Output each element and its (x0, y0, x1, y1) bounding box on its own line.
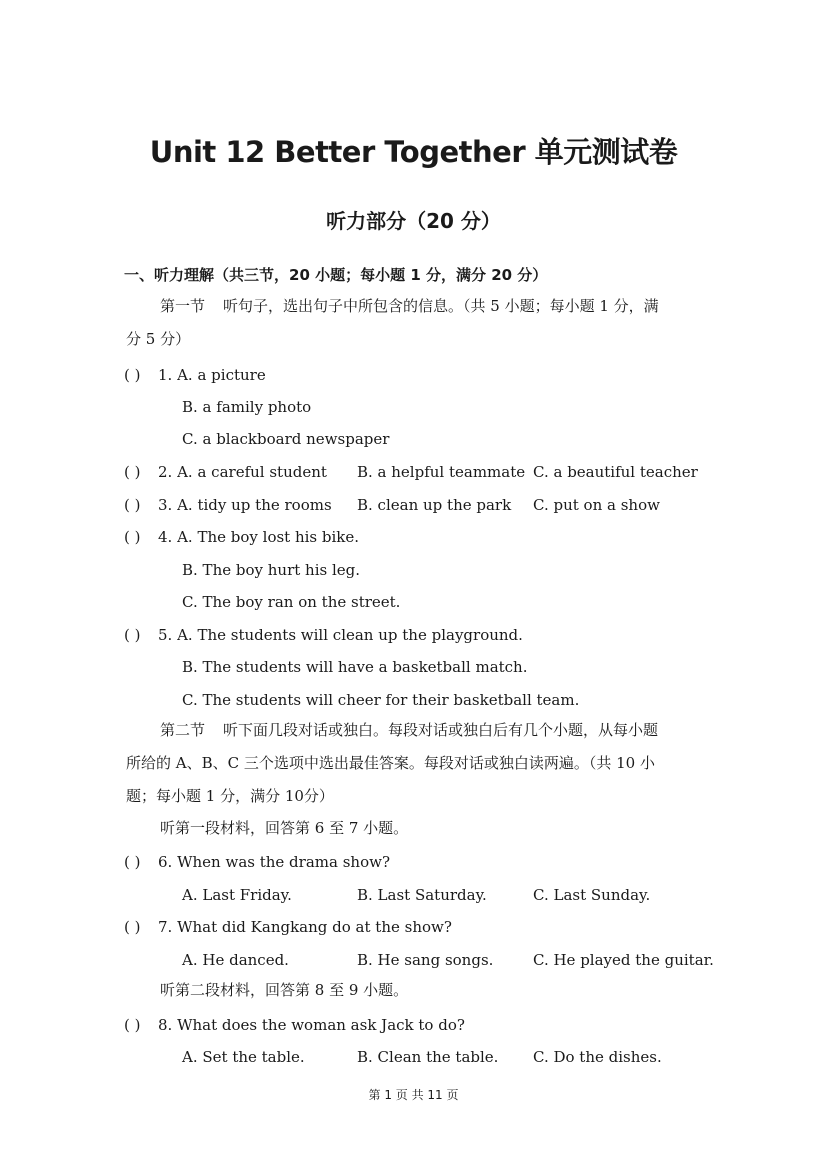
answer-blank[interactable]: ( ) (124, 853, 141, 871)
option-c: C. The students will cheer for their basketball team. (182, 691, 580, 709)
question-7 (124, 917, 452, 937)
part2-text: 听下面几段对话或独白。每段对话或独白后有几个小题，从每小题 (223, 721, 659, 739)
part1-instructions (126, 290, 706, 356)
option-a: A. a careful student (177, 463, 327, 481)
part2-text-cont2: 题；每小题 1 分，满分 10分） (126, 787, 334, 805)
answer-blank[interactable]: ( ) (124, 626, 141, 644)
option-b: B. The students will have a basketball match. (182, 658, 528, 676)
section-subtitle: 听力部分（20 分） (326, 209, 501, 233)
question-number: 7. (158, 918, 173, 936)
option-c: C. Do the dishes. (533, 1048, 662, 1066)
option-b: B. clean up the park (357, 496, 512, 514)
option-b: B. Last Saturday. (357, 886, 487, 904)
option-a: A. tidy up the rooms (177, 496, 332, 514)
material-2-instruction (126, 974, 706, 1007)
option-a: A. Set the table. (182, 1048, 305, 1066)
question-stem: What did Kangkang do at the show? (177, 918, 452, 936)
question-stem: What does the woman ask Jack to do? (177, 1016, 465, 1034)
option-b: B. Clean the table. (357, 1048, 499, 1066)
option-c: C. put on a show (533, 496, 660, 514)
question-number: 2. (158, 463, 173, 481)
material-1-text: 听第一段材料，回答第 6 至 7 小题。 (160, 819, 409, 837)
option-a: A. The students will clean up the playground. (177, 626, 523, 644)
answer-blank[interactable]: ( ) (124, 528, 141, 546)
option-a: A. Last Friday. (182, 886, 292, 904)
option-c: C. The boy ran on the street. (182, 593, 401, 611)
question-stem: When was the drama show? (177, 853, 390, 871)
section-header: 一、听力理解（共三节，20 小题；每小题 1 分，满分 20 分） (124, 266, 548, 284)
answer-blank[interactable]: ( ) (124, 918, 141, 936)
material-2-text: 听第二段材料，回答第 8 至 9 小题。 (160, 981, 409, 999)
answer-blank[interactable]: ( ) (124, 366, 141, 384)
material-1-instruction (126, 812, 706, 845)
question-number: 6. (158, 853, 173, 871)
answer-blank[interactable]: ( ) (124, 1016, 141, 1034)
answer-blank[interactable]: ( ) (124, 463, 141, 481)
question-8 (124, 1015, 465, 1035)
question-number: 4. (158, 528, 173, 546)
question-5 (124, 625, 523, 645)
page-footer: 第 1 页 共 11 页 (368, 1088, 459, 1102)
question-number: 8. (158, 1016, 173, 1034)
question-number: 1. (158, 366, 173, 384)
part1-text-cont: 分 5 分） (126, 330, 191, 348)
option-c: C. Last Sunday. (533, 886, 651, 904)
option-c: C. He played the guitar. (533, 951, 714, 969)
option-c: C. a beautiful teacher (533, 463, 698, 481)
part1-text: 听句子，选出句子中所包含的信息。（共 5 小题；每小题 1 分，满 (223, 297, 659, 315)
question-number: 5. (158, 626, 173, 644)
part2-label: 第二节 (160, 721, 206, 739)
question-4 (124, 527, 359, 547)
option-b: B. The boy hurt his leg. (182, 561, 361, 579)
option-b: B. a helpful teammate (357, 463, 526, 481)
answer-blank[interactable]: ( ) (124, 496, 141, 514)
option-b: B. He sang songs. (357, 951, 494, 969)
page-title: Unit 12 Better Together 单元测试卷 (149, 135, 678, 169)
question-number: 3. (158, 496, 173, 514)
question-6 (124, 852, 390, 872)
part2-text-cont: 所给的 A、B、C 三个选项中选出最佳答案。每段对话或独白读两遍。（共 10 小 (126, 754, 655, 772)
option-c: C. a blackboard newspaper (182, 430, 390, 448)
part2-instructions (126, 714, 706, 813)
option-a: A. He danced. (182, 951, 289, 969)
option-b: B. a family photo (182, 398, 312, 416)
part1-label: 第一节 (160, 297, 206, 315)
question-1 (124, 365, 266, 385)
question-2 (124, 462, 327, 482)
option-a: A. a picture (177, 366, 266, 384)
question-3 (124, 495, 332, 515)
option-a: A. The boy lost his bike. (177, 528, 360, 546)
